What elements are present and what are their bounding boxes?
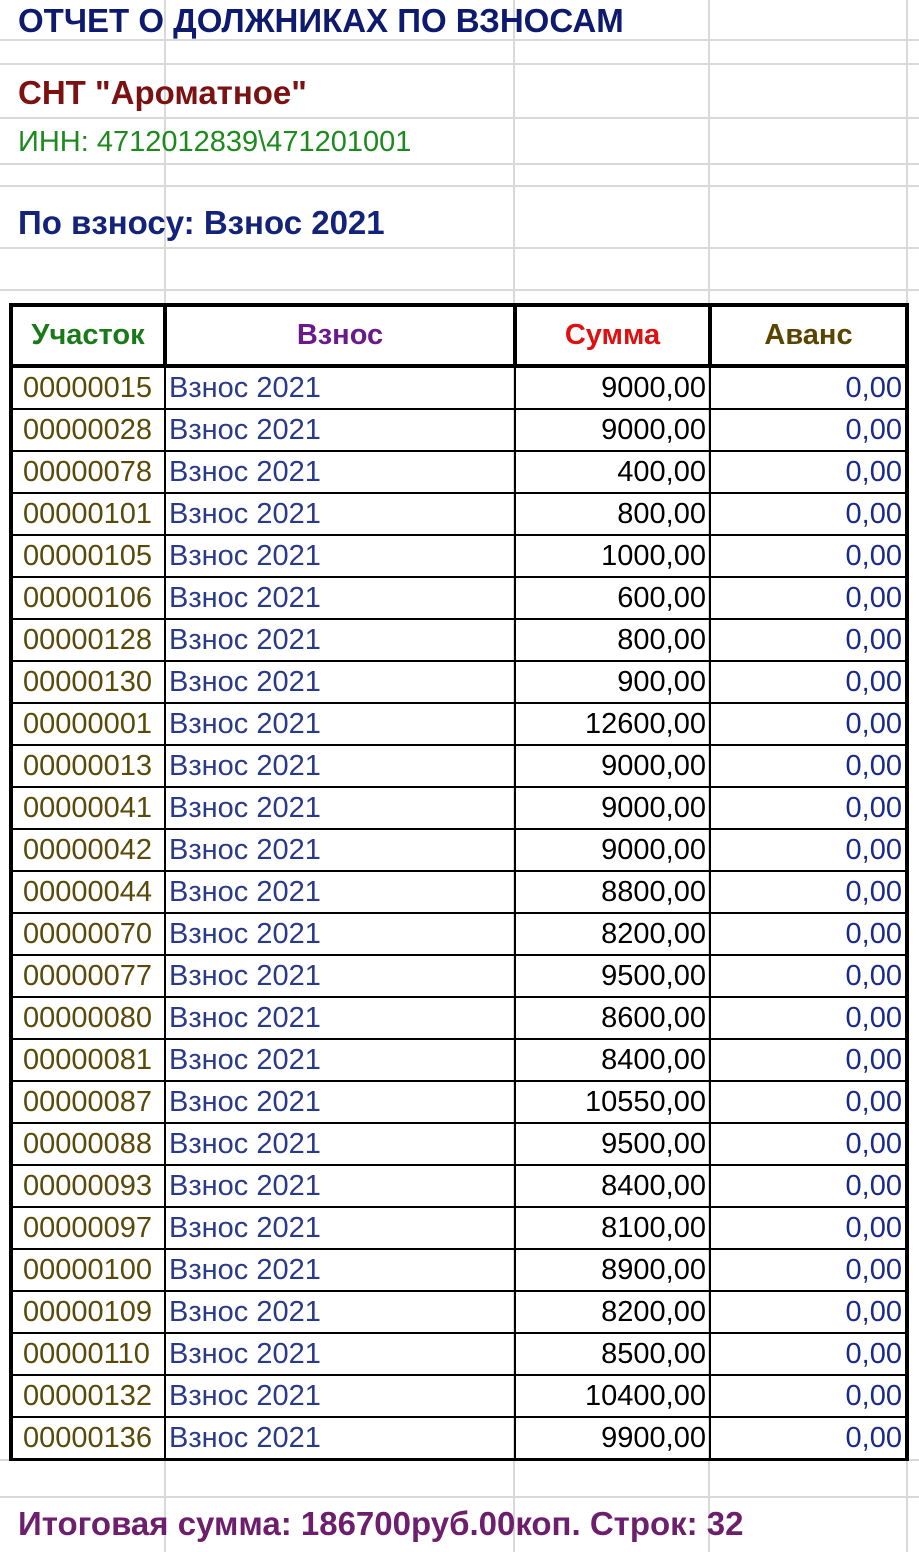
table-row <box>11 955 907 997</box>
amount-cell: 12600,00 <box>515 703 710 745</box>
organization-name: СНТ "Ароматное" <box>18 74 307 111</box>
fee-name-cell: Взнос 2021 <box>165 703 515 745</box>
amount-cell: 1000,00 <box>515 535 710 577</box>
plot-number-cell: 00000128 <box>11 619 165 661</box>
plot-number-cell: 00000130 <box>11 661 165 703</box>
table-row <box>11 913 907 955</box>
plot-number-cell: 00000110 <box>11 1333 165 1375</box>
plot-number-cell: 00000106 <box>11 577 165 619</box>
table-row <box>11 535 907 577</box>
amount-cell: 9500,00 <box>515 1123 710 1165</box>
column-header-fee: Взнос <box>165 305 515 366</box>
amount-cell: 9500,00 <box>515 955 710 997</box>
amount-cell: 8600,00 <box>515 997 710 1039</box>
amount-cell: 8100,00 <box>515 1207 710 1249</box>
plot-number-cell: 00000080 <box>11 997 165 1039</box>
amount-cell: 9000,00 <box>515 409 710 451</box>
advance-cell: 0,00 <box>710 366 907 409</box>
table-row <box>11 1207 907 1249</box>
amount-cell: 9000,00 <box>515 787 710 829</box>
plot-number-cell: 00000101 <box>11 493 165 535</box>
plot-number-cell: 00000100 <box>11 1249 165 1291</box>
fee-name-cell: Взнос 2021 <box>165 1123 515 1165</box>
fee-name-cell: Взнос 2021 <box>165 1417 515 1460</box>
advance-cell: 0,00 <box>710 1333 907 1375</box>
fee-filter-label: По взносу: Взнос 2021 <box>18 204 385 241</box>
amount-cell: 8200,00 <box>515 913 710 955</box>
plot-number-cell: 00000093 <box>11 1165 165 1207</box>
fee-name-cell: Взнос 2021 <box>165 871 515 913</box>
table-row <box>11 871 907 913</box>
advance-cell: 0,00 <box>710 1165 907 1207</box>
advance-cell: 0,00 <box>710 1291 907 1333</box>
plot-number-cell: 00000087 <box>11 1081 165 1123</box>
fee-name-cell: Взнос 2021 <box>165 829 515 871</box>
plot-number-cell: 00000013 <box>11 745 165 787</box>
table-row <box>11 1165 907 1207</box>
advance-cell: 0,00 <box>710 829 907 871</box>
table-row <box>11 409 907 451</box>
amount-cell: 900,00 <box>515 661 710 703</box>
fee-name-cell: Взнос 2021 <box>165 1039 515 1081</box>
fee-name-cell: Взнос 2021 <box>165 1165 515 1207</box>
plot-number-cell: 00000132 <box>11 1375 165 1417</box>
plot-number-cell: 00000088 <box>11 1123 165 1165</box>
amount-cell: 8800,00 <box>515 871 710 913</box>
advance-cell: 0,00 <box>710 535 907 577</box>
advance-cell: 0,00 <box>710 493 907 535</box>
advance-cell: 0,00 <box>710 1417 907 1460</box>
fee-name-cell: Взнос 2021 <box>165 955 515 997</box>
advance-cell: 0,00 <box>710 913 907 955</box>
report-title: ОТЧЕТ О ДОЛЖНИКАХ ПО ВЗНОСАМ <box>18 2 624 39</box>
amount-cell: 800,00 <box>515 493 710 535</box>
table-row <box>11 619 907 661</box>
amount-cell: 400,00 <box>515 451 710 493</box>
fee-name-cell: Взнос 2021 <box>165 1207 515 1249</box>
column-header-amount: Сумма <box>515 305 710 366</box>
fee-name-cell: Взнос 2021 <box>165 493 515 535</box>
amount-cell: 8200,00 <box>515 1291 710 1333</box>
fee-name-cell: Взнос 2021 <box>165 1081 515 1123</box>
amount-cell: 8900,00 <box>515 1249 710 1291</box>
advance-cell: 0,00 <box>710 871 907 913</box>
plot-number-cell: 00000041 <box>11 787 165 829</box>
table-row <box>11 577 907 619</box>
amount-cell: 10400,00 <box>515 1375 710 1417</box>
amount-cell: 9000,00 <box>515 745 710 787</box>
plot-number-cell: 00000028 <box>11 409 165 451</box>
table-row <box>11 829 907 871</box>
table-row <box>11 745 907 787</box>
table-row <box>11 661 907 703</box>
table-row <box>11 1123 907 1165</box>
advance-cell: 0,00 <box>710 451 907 493</box>
fee-name-cell: Взнос 2021 <box>165 577 515 619</box>
table-row <box>11 1417 907 1460</box>
fee-name-cell: Взнос 2021 <box>165 997 515 1039</box>
amount-cell: 9900,00 <box>515 1417 710 1460</box>
plot-number-cell: 00000077 <box>11 955 165 997</box>
advance-cell: 0,00 <box>710 409 907 451</box>
table-row <box>11 1039 907 1081</box>
advance-cell: 0,00 <box>710 787 907 829</box>
table-row <box>11 703 907 745</box>
fee-name-cell: Взнос 2021 <box>165 1333 515 1375</box>
plot-number-cell: 00000105 <box>11 535 165 577</box>
advance-cell: 0,00 <box>710 577 907 619</box>
advance-cell: 0,00 <box>710 1039 907 1081</box>
table-row <box>11 451 907 493</box>
table-row <box>11 366 907 409</box>
amount-cell: 8400,00 <box>515 1039 710 1081</box>
fee-name-cell: Взнос 2021 <box>165 1375 515 1417</box>
plot-number-cell: 00000070 <box>11 913 165 955</box>
table-row <box>11 1333 907 1375</box>
table-row <box>11 1081 907 1123</box>
amount-cell: 10550,00 <box>515 1081 710 1123</box>
advance-cell: 0,00 <box>710 1375 907 1417</box>
advance-cell: 0,00 <box>710 703 907 745</box>
fee-name-cell: Взнос 2021 <box>165 787 515 829</box>
fee-name-cell: Взнос 2021 <box>165 366 515 409</box>
advance-cell: 0,00 <box>710 997 907 1039</box>
fee-name-cell: Взнос 2021 <box>165 1249 515 1291</box>
fee-name-cell: Взнос 2021 <box>165 619 515 661</box>
table-row <box>11 997 907 1039</box>
amount-cell: 8500,00 <box>515 1333 710 1375</box>
fee-name-cell: Взнос 2021 <box>165 1291 515 1333</box>
amount-cell: 600,00 <box>515 577 710 619</box>
table-row <box>11 1249 907 1291</box>
plot-number-cell: 00000078 <box>11 451 165 493</box>
table-row <box>11 787 907 829</box>
advance-cell: 0,00 <box>710 1207 907 1249</box>
plot-number-cell: 00000044 <box>11 871 165 913</box>
advance-cell: 0,00 <box>710 1081 907 1123</box>
advance-cell: 0,00 <box>710 661 907 703</box>
amount-cell: 9000,00 <box>515 829 710 871</box>
report-total: Итоговая сумма: 186700руб.00коп. Строк: 32 <box>18 1505 744 1542</box>
advance-cell: 0,00 <box>710 619 907 661</box>
plot-number-cell: 00000109 <box>11 1291 165 1333</box>
plot-number-cell: 00000015 <box>11 366 165 409</box>
amount-cell: 800,00 <box>515 619 710 661</box>
table-row <box>11 1291 907 1333</box>
plot-number-cell: 00000097 <box>11 1207 165 1249</box>
fee-name-cell: Взнос 2021 <box>165 913 515 955</box>
advance-cell: 0,00 <box>710 745 907 787</box>
advance-cell: 0,00 <box>710 1249 907 1291</box>
fee-name-cell: Взнос 2021 <box>165 661 515 703</box>
debtors-table <box>9 303 909 1461</box>
fee-name-cell: Взнос 2021 <box>165 451 515 493</box>
plot-number-cell: 00000081 <box>11 1039 165 1081</box>
table-row <box>11 493 907 535</box>
amount-cell: 9000,00 <box>515 366 710 409</box>
plot-number-cell: 00000042 <box>11 829 165 871</box>
fee-name-cell: Взнос 2021 <box>165 535 515 577</box>
advance-cell: 0,00 <box>710 1123 907 1165</box>
amount-cell: 8400,00 <box>515 1165 710 1207</box>
fee-name-cell: Взнос 2021 <box>165 409 515 451</box>
plot-number-cell: 00000001 <box>11 703 165 745</box>
advance-cell: 0,00 <box>710 955 907 997</box>
table-header-row <box>11 305 907 366</box>
fee-name-cell: Взнос 2021 <box>165 745 515 787</box>
plot-number-cell: 00000136 <box>11 1417 165 1460</box>
column-header-plot: Участок <box>11 305 165 366</box>
table-row <box>11 1375 907 1417</box>
column-header-advance: Аванс <box>710 305 907 366</box>
organization-inn: ИНН: 4712012839\471201001 <box>18 126 412 158</box>
